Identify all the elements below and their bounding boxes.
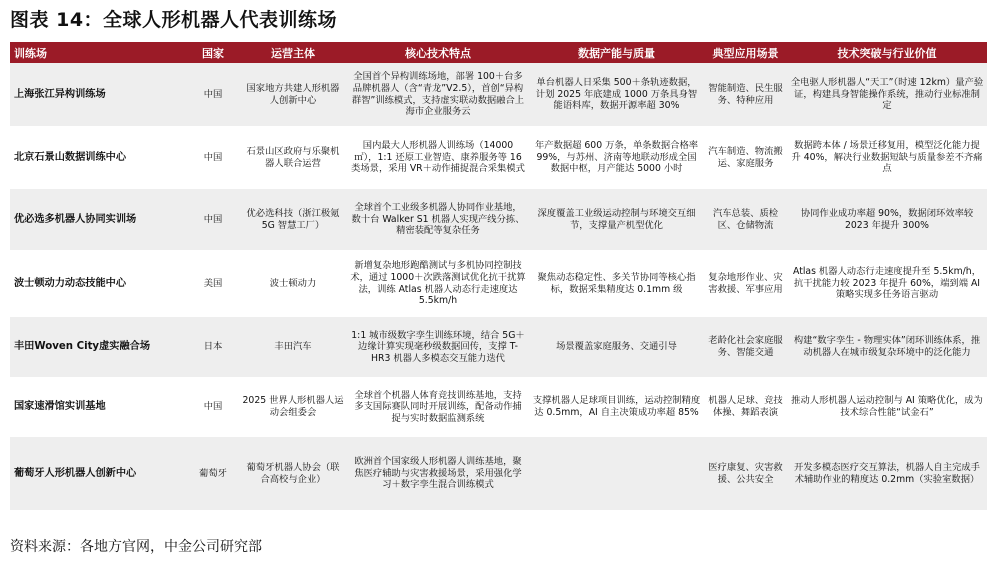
- cell-country: 中国: [187, 126, 239, 189]
- cell-application: 汽车总装、质检区、仓储物流: [704, 189, 787, 250]
- cell-data-capacity: [529, 437, 704, 510]
- cell-application: 智能制造、民生服务、特种应用: [704, 63, 787, 126]
- cell-core-tech: 全球首个机器人体育竞技训练基地，支持多支国际赛队同时开展训练，配备动作捕捉与实时数据监测系统: [347, 377, 529, 437]
- cell-data-capacity: 场景覆盖家庭服务、交通引导: [529, 317, 704, 377]
- cell-data-capacity: 深度覆盖工业级运动控制与环境交互细节，支撑量产机型优化: [529, 189, 704, 250]
- cell-breakthrough: 推动人形机器人运动控制与 AI 策略优化，成为技术综合性能“试金石”: [787, 377, 987, 437]
- cell-application: 老龄化社会家庭服务、智能交通: [704, 317, 787, 377]
- cell-country: 中国: [187, 63, 239, 126]
- cell-breakthrough: Atlas 机器人动态行走速度提升至 5.5km/h，抗干扰能力较 2023 年提升 60%，端到端 AI 策略实现多任务语言驱动: [787, 250, 987, 317]
- header-operator: 运营主体: [239, 42, 347, 63]
- cell-training-ground: 北京石景山数据训练中心: [10, 126, 187, 189]
- source-note: 资料来源：各地方官网，中金公司研究部: [10, 539, 262, 555]
- cell-core-tech: 全球首个工业级多机器人协同作业基地，数十台 Walker S1 机器人实现产线分拣、精密装配等复杂任务: [347, 189, 529, 250]
- header-country: 国家: [187, 42, 239, 63]
- cell-core-tech: 全国首个异构训练场地，部署 100＋台多品牌机器人（含“青龙”V2.5），首创“异构群智”训练模式，支持虚实联动数据融合上海市企业服务云: [347, 63, 529, 126]
- cell-core-tech: 新增复杂地形跑酷测试与多机协同控制技术，通过 1000＋次跌落测试优化抗干扰算法，训练 Atlas 机器人动态行走速度达 5.5km/h: [347, 250, 529, 317]
- table-row: [10, 250, 987, 317]
- cell-training-ground: 国家速滑馆实训基地: [10, 377, 187, 437]
- cell-operator: 国家地方共建人形机器人创新中心: [239, 63, 347, 126]
- cell-core-tech: 1:1 城市级数字孪生训练环境，结合 5G＋边缘计算实现毫秒级数据回传，支撑 T-HR3 机器人多模态交互能力迭代: [347, 317, 529, 377]
- cell-breakthrough: 开发多模态医疗交互算法，机器人自主完成手术辅助作业的精度达 0.2mm（实验室数据）: [787, 437, 987, 510]
- header-breakthrough: 技术突破与行业价值: [787, 42, 987, 63]
- table-row: [10, 317, 987, 377]
- table-row: [10, 63, 987, 126]
- cell-operator: 优必选科技（浙江极氪 5G 智慧工厂）: [239, 189, 347, 250]
- cell-core-tech: 欧洲首个国家级人形机器人训练基地，聚焦医疗辅助与灾害救援场景，采用强化学习＋数字孪生混合训练模式: [347, 437, 529, 510]
- header-core-tech: 核心技术特点: [347, 42, 529, 63]
- cell-country: 葡萄牙: [187, 437, 239, 510]
- cell-country: 日本: [187, 317, 239, 377]
- cell-training-ground: 丰田Woven City虚实融合场: [10, 317, 187, 377]
- training-ground-table: [10, 42, 987, 510]
- cell-application: 机器人足球、竞技体操、舞蹈表演: [704, 377, 787, 437]
- cell-core-tech: 国内最大人形机器人训练场（14000 ㎡），1:1 还原工业智造、康养服务等 16 类场景，采用 VR＋动作捕捉混合采集模式: [347, 126, 529, 189]
- cell-data-capacity: 年产数据超 600 万条，单条数据合格率 99%，与苏州、济南等地联动形成全国数据中枢，月产能达 5000 小时: [529, 126, 704, 189]
- cell-application: 医疗康复、灾害救援、公共安全: [704, 437, 787, 510]
- cell-operator: 丰田汽车: [239, 317, 347, 377]
- header-data-capacity: 数据产能与质量: [529, 42, 704, 63]
- cell-operator: 石景山区政府与乐聚机器人联合运营: [239, 126, 347, 189]
- cell-data-capacity: 支撑机器人足球项目训练，运动控制精度达 0.5mm，AI 自主决策成功率超 85%: [529, 377, 704, 437]
- table-row: [10, 437, 987, 510]
- cell-breakthrough: 构建“数字孪生 - 物理实体”闭环训练体系，推动机器人在城市级复杂环境中的泛化能力: [787, 317, 987, 377]
- table-header-row: [10, 42, 987, 63]
- cell-data-capacity: 单台机器人日采集 500＋条轨迹数据，计划 2025 年底建成 1000 万条具身智能语料库，数据开源率超 30%: [529, 63, 704, 126]
- figure-title: 图表 14：全球人形机器人代表训练场: [10, 9, 338, 31]
- cell-country: 中国: [187, 377, 239, 437]
- cell-breakthrough: 协同作业成功率超 90%，数据闭环效率较 2023 年提升 300%: [787, 189, 987, 250]
- cell-breakthrough: 全电驱人形机器人“天工”（时速 12km）量产验证，构建具身智能操作系统，推动行业标准制定: [787, 63, 987, 126]
- table-row: [10, 377, 987, 437]
- cell-country: 美国: [187, 250, 239, 317]
- cell-training-ground: 葡萄牙人形机器人创新中心: [10, 437, 187, 510]
- table-row: [10, 126, 987, 189]
- cell-operator: 葡萄牙机器人协会（联合高校与企业）: [239, 437, 347, 510]
- cell-application: 汽车制造、物流搬运、家庭服务: [704, 126, 787, 189]
- cell-training-ground: 优必选多机器人协同实训场: [10, 189, 187, 250]
- cell-data-capacity: 聚焦动态稳定性、多关节协同等核心指标，数据采集精度达 0.1mm 级: [529, 250, 704, 317]
- table-row: [10, 189, 987, 250]
- cell-breakthrough: 数据跨本体 / 场景迁移复用，模型泛化能力提升 40%，解决行业数据短缺与质量参差不齐痛点: [787, 126, 987, 189]
- header-application: 典型应用场景: [704, 42, 787, 63]
- cell-operator: 2025 世界人形机器人运动会组委会: [239, 377, 347, 437]
- cell-training-ground: 上海张江异构训练场: [10, 63, 187, 126]
- cell-operator: 波士顿动力: [239, 250, 347, 317]
- cell-application: 复杂地形作业、灾害救援、军事应用: [704, 250, 787, 317]
- header-training-ground: 训练场: [10, 42, 187, 63]
- cell-training-ground: 波士顿动力动态技能中心: [10, 250, 187, 317]
- cell-country: 中国: [187, 189, 239, 250]
